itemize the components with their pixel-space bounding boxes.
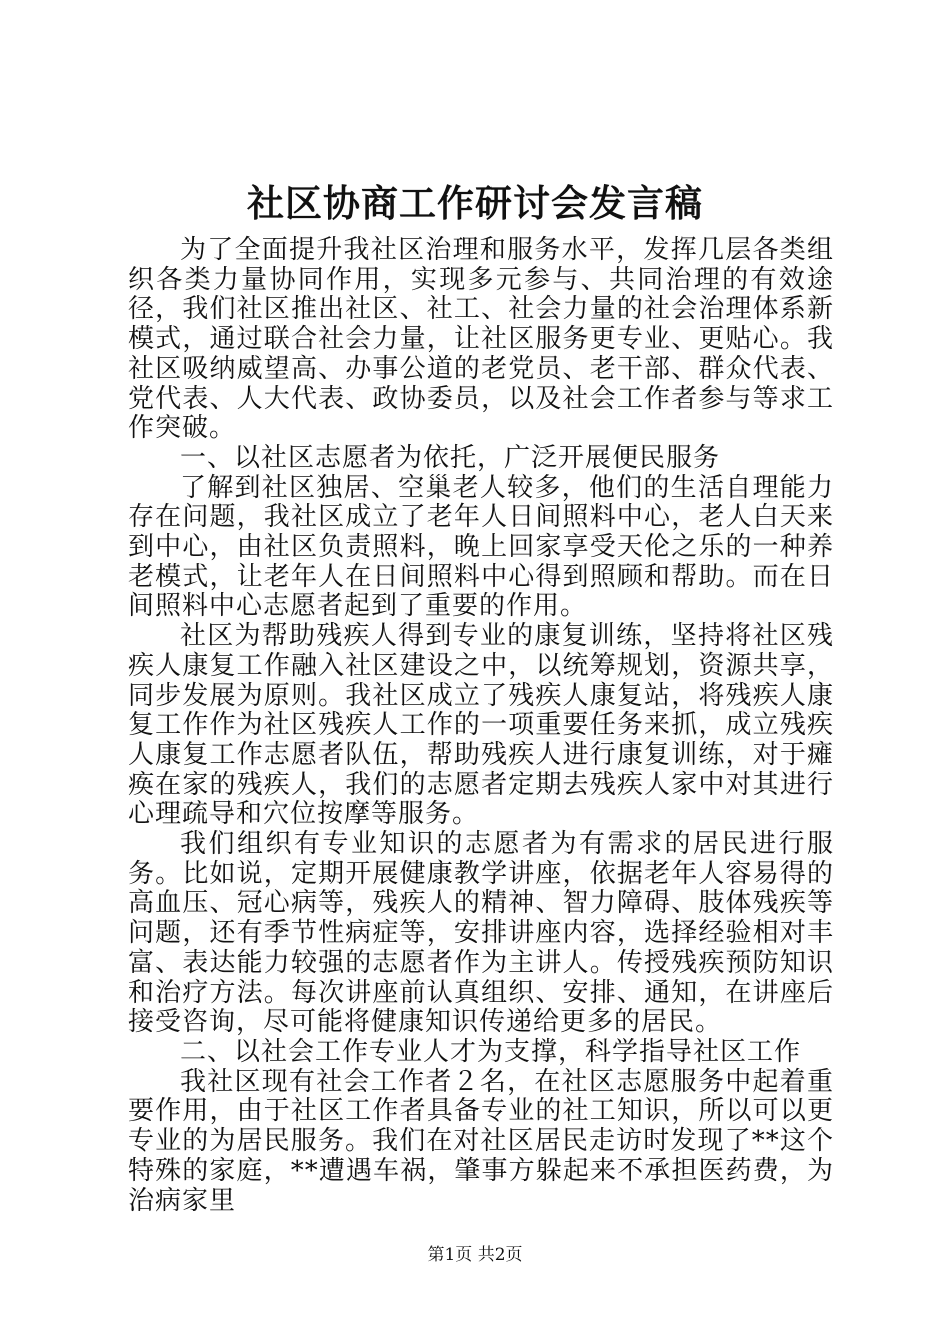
page-footer: 第1页 共2页: [427, 1245, 523, 1265]
paragraph-day-care: 了解到社区独居、空巢老人较多，他们的生活自理能力存在问题，我社区成立了老年人日间照料中心，老人白天来到中心，由社区负责照料，晚上回家享受天伦之乐的一种养老模式，让老年人在日间照料中心得到照顾和帮助。而在日间照料中心志愿者起到了重要的作用。: [128, 472, 834, 622]
document-body: [128, 236, 834, 1216]
paragraph-health-lectures: 我们组织有专业知识的志愿者为有需求的居民进行服务。比如说，定期开展健康教学讲座，依据老年人容易得的高血压、冠心病等，残疾人的精神、智力障碍、肢体残疾等问题，还有季节性病症等，安排讲座内容，选择经验相对丰富、表达能力较强的志愿者作为主讲人。传授残疾预防知识和治疗方法。每次讲座前认真组织、安排、通知，在讲座后接受咨询，尽可能将健康知识传递给更多的居民。: [128, 829, 834, 1038]
paragraph-intro: 为了全面提升我社区治理和服务水平，发挥几层各类组织各类力量协同作用，实现多元参与、共同治理的有效途径，我们社区推出社区、社工、社会力量的社会治理体系新模式，通过联合社会力量，让社区服务更专业、更贴心。我社区吸纳威望高、办事公道的老党员、老干部、群众代表、党代表、人大代表、政协委员，以及社会工作者参与等求工作突破。: [128, 235, 834, 444]
section-heading-1: 一、以社区志愿者为依托，广泛开展便民服务: [180, 442, 721, 473]
paragraph-rehabilitation: 社区为帮助残疾人得到专业的康复训练，坚持将社区残疾人康复工作融入社区建设之中，以统筹规划，资源共享，同步发展为原则。我社区成立了残疾人康复站，将残疾人康复工作作为社区残疾人工作的一项重要任务来抓，成立残疾人康复工作志愿者队伍，帮助残疾人进行康复训练，对于瘫痪在家的残疾人，我们的志愿者定期去残疾人家中对其进行心理疏导和穴位按摩等服务。: [128, 621, 834, 830]
paragraph-social-workers: 我社区现有社会工作者２名，在社区志愿服务中起着重要作用，由于社区工作者具备专业的社工知识，所以可以更专业的为居民服务。我们在对社区居民走访时发现了**这个特殊的家庭，**遭遇车祸，肇事方躲起来不承担医药费，为治病家里: [128, 1066, 834, 1216]
section-heading-2: 二、以社会工作专业人才为支撑，科学指导社区工作: [180, 1036, 802, 1067]
document-title: 社区协商工作研讨会发言稿: [247, 181, 703, 225]
